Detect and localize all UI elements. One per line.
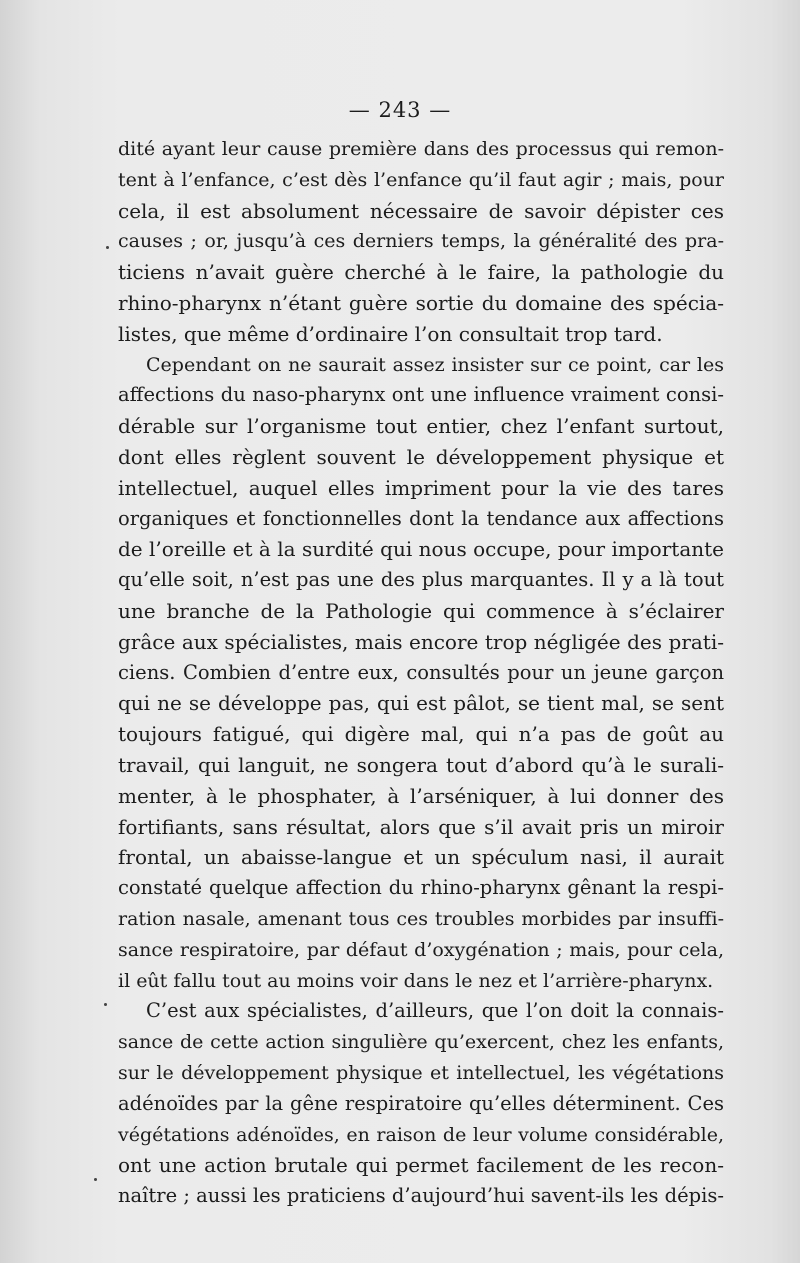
text-line: listes, que même d’ordinaire l’on consultait trop tard. (118, 321, 663, 346)
ink-speck (104, 1003, 107, 1006)
text-line: constaté quelque affection du rhino-pharynx gênant la respi- (118, 876, 724, 900)
text-line: ciens. Combien d’entre eux, consultés pour un jeune garçon (118, 660, 724, 684)
text-line: ticiens n’avait guère cherché à le faire, la pathologie du (118, 260, 724, 285)
text-line: végétations adénoïdes, en raison de leur volume considérable, (118, 1123, 724, 1146)
text-line: ration nasale, amenant tous ces troubles morbides par insuffi- (118, 907, 724, 930)
text-line: rhino-pharynx n’étant guère sortie du domaine des spécia- (118, 290, 724, 315)
text-line: dérable sur l’organisme tout entier, chez l’enfant surtout, (118, 414, 724, 439)
text-line: fortifiants, sans résultat, alors que s’il avait pris un miroir (118, 814, 724, 839)
text-line: une branche de la Pathologie qui commence à s’éclairer (118, 598, 724, 623)
text-line: tent à l’enfance, c’est dès l’enfance qu’il faut agir ; mais, pour (118, 168, 724, 191)
text-line: menter, à le phosphater, à l’arséniquer, à lui donner des (118, 783, 724, 808)
text-line: frontal, un abaisse-langue et un spéculum nasi, il aurait (118, 845, 724, 870)
body-text (118, 134, 724, 1212)
text-line: cela, il est absolument nécessaire de savoir dépister ces (118, 198, 724, 223)
text-line: dité ayant leur cause première dans des processus qui remon- (118, 138, 724, 160)
ink-speck (94, 1178, 97, 1181)
ink-speck (106, 246, 109, 249)
text-line: qu’elle soit, n’est pas une des plus marquantes. Il y a là tout (118, 568, 724, 592)
text-line: de l’oreille et à la surdité qui nous occupe, pour importante (118, 537, 724, 562)
text-line: intellectuel, auquel elles impriment pour la vie des tares (118, 475, 724, 500)
text-line: organiques et fonctionnelles dont la tendance aux affections (118, 506, 724, 530)
text-line: affections du naso-pharynx ont une influence vraiment consi- (118, 383, 724, 407)
text-line: qui ne se développe pas, qui est pâlot, se tient mal, se sent (118, 691, 724, 716)
text-line: ont une action brutale qui permet facilement de les recon- (118, 1153, 724, 1178)
text-line: Cependant on ne saurait assez insister sur ce point, car les (146, 353, 724, 376)
text-line: sance de cette action singulière qu’exercent, chez les enfants, (118, 1031, 724, 1054)
text-line: adénoïdes par la gêne respiratoire qu’elles déterminent. Ces (118, 1091, 724, 1115)
text-line: grâce aux spécialistes, mais encore trop négligée des prati- (118, 629, 724, 654)
text-line: sance respiratoire, par défaut d’oxygénation ; mais, pour cela, (118, 938, 724, 961)
text-line: sur le développement physique et intellectuel, les végétations (118, 1061, 724, 1084)
text-line: travail, qui languit, ne songera tout d’abord qu’à le surali- (118, 752, 724, 777)
text-line: dont elles règlent souvent le développement physique et (118, 444, 724, 469)
text-line: toujours fatigué, qui digère mal, qui n’a pas de goût au (118, 722, 724, 747)
text-line: naître ; aussi les praticiens d’aujourd’hui savent-ils les dépis- (118, 1184, 724, 1208)
text-line: causes ; or, jusqu’à ces derniers temps, la généralité des pra- (118, 230, 724, 253)
text-line: C’est aux spécialistes, d’ailleurs, que l’on doit la connais- (146, 999, 724, 1023)
text-line: il eût fallu tout au moins voir dans le nez et l’arrière-pharynx. (118, 969, 714, 992)
page-number: — 243 — (348, 98, 452, 122)
